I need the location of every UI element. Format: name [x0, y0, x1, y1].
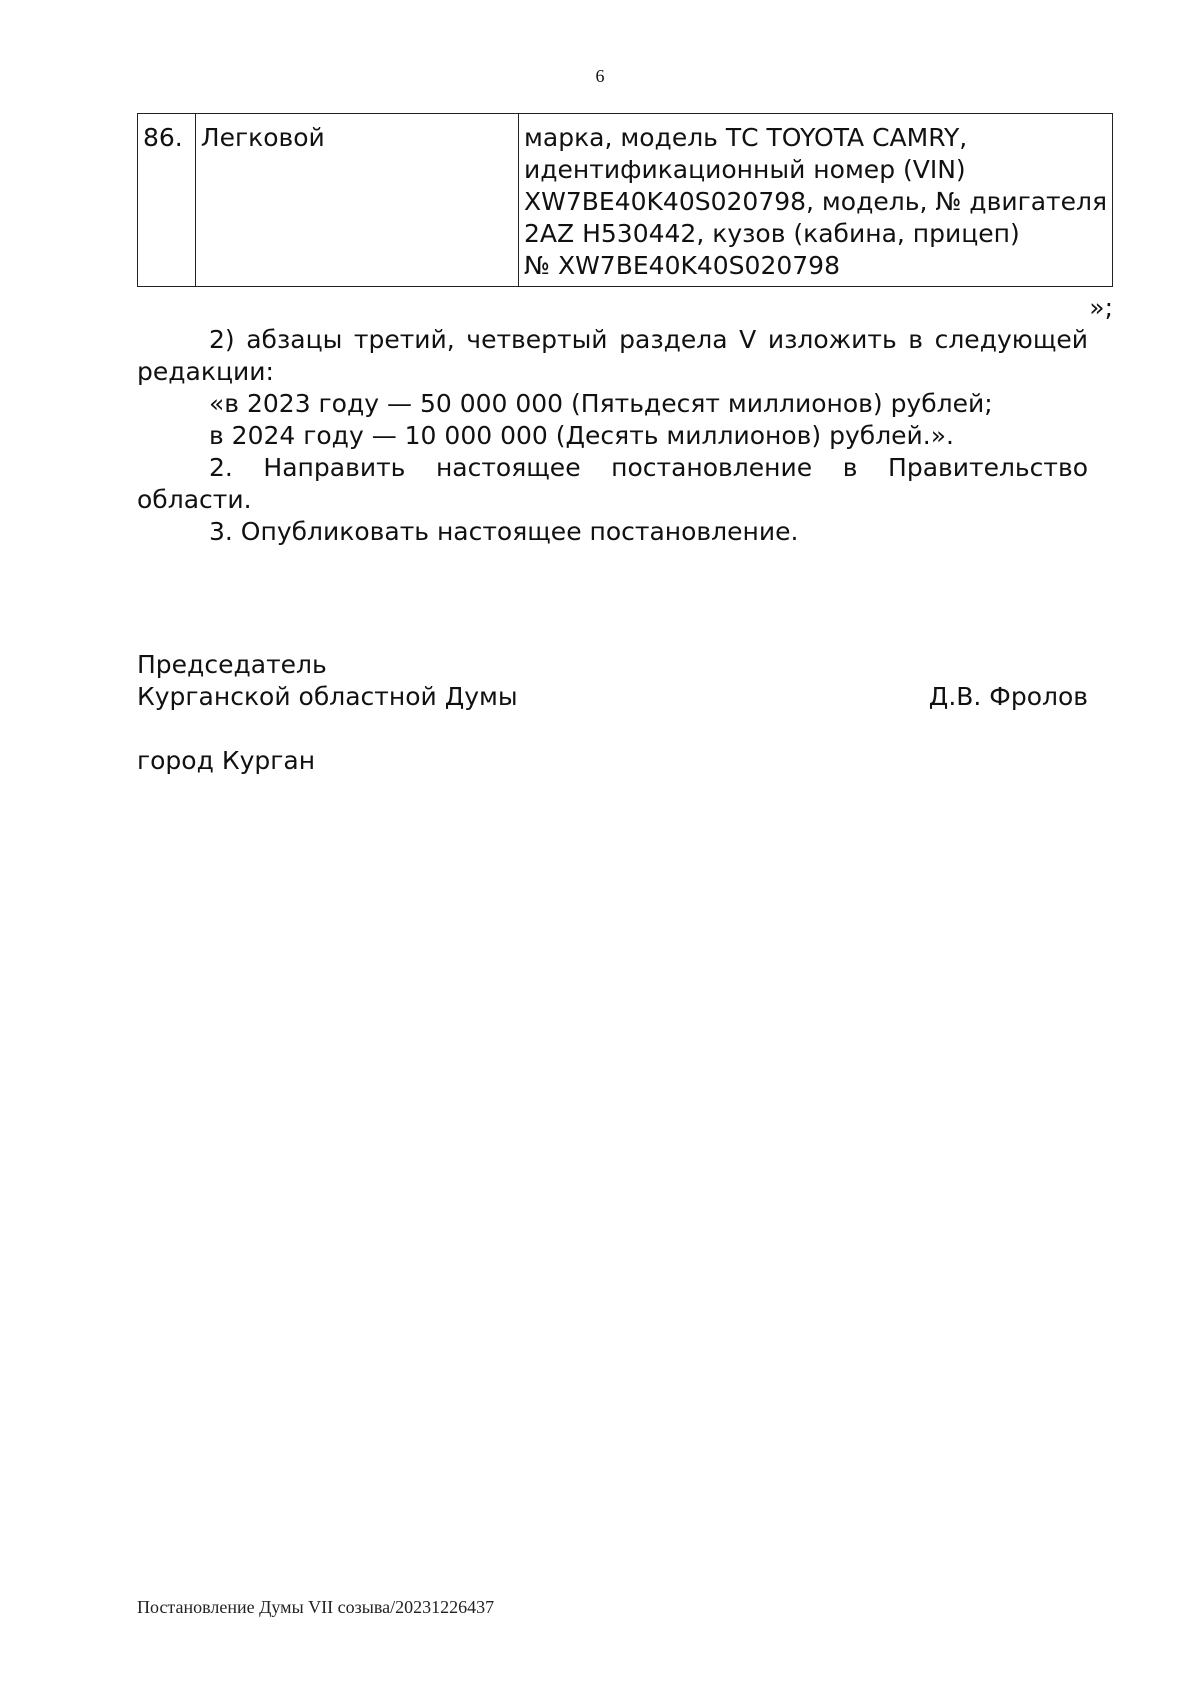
signature-block	[137, 649, 1088, 713]
description-line: марка, модель ТС TOYOTA CAMRY,	[524, 123, 968, 152]
signature-title-line1: Председатель	[137, 650, 327, 679]
vehicle-table	[137, 113, 1113, 287]
point3: 3. Опубликовать настоящее постановление.	[209, 517, 799, 546]
point2-line2: области.	[137, 485, 252, 514]
closing-quote: »;	[1089, 293, 1113, 322]
quote-2024: в 2024 году — 10 000 000 (Десять миллионов) рублей.».	[209, 421, 954, 450]
signatory-name: Д.В. Фролов	[928, 682, 1088, 711]
signature-title-line2: Курганской областной Думы	[137, 682, 518, 711]
description-line: XW7BE40K40S020798, модель, № двигателя	[524, 187, 1107, 216]
table-row	[138, 114, 1113, 287]
city: город Курган	[137, 746, 316, 775]
row-number-cell: 86.	[138, 114, 196, 287]
item2-line1: 2) абзацы третий, четвертый раздела V изложить в следующей	[209, 325, 1088, 354]
amendment-text	[137, 324, 1088, 548]
quote-2023: «в 2023 году — 50 000 000 (Пятьдесят миллионов) рублей;	[209, 389, 993, 418]
vehicle-type-cell: Легковой	[195, 114, 518, 287]
point2-line1: 2. Направить настоящее постановление в Правительство	[209, 453, 1088, 482]
page-number: 6	[595, 66, 605, 86]
vehicle-description-cell	[519, 114, 1113, 287]
description-line: № XW7BE40K40S020798	[524, 251, 840, 280]
description-line: 2AZ H530442, кузов (кабина, прицеп)	[524, 219, 1020, 248]
description-line: идентификационный номер (VIN)	[524, 155, 966, 184]
document-footer: Постановление Думы VII созыва/20231226437	[137, 1597, 495, 1617]
item2-line2: редакции:	[137, 357, 274, 386]
